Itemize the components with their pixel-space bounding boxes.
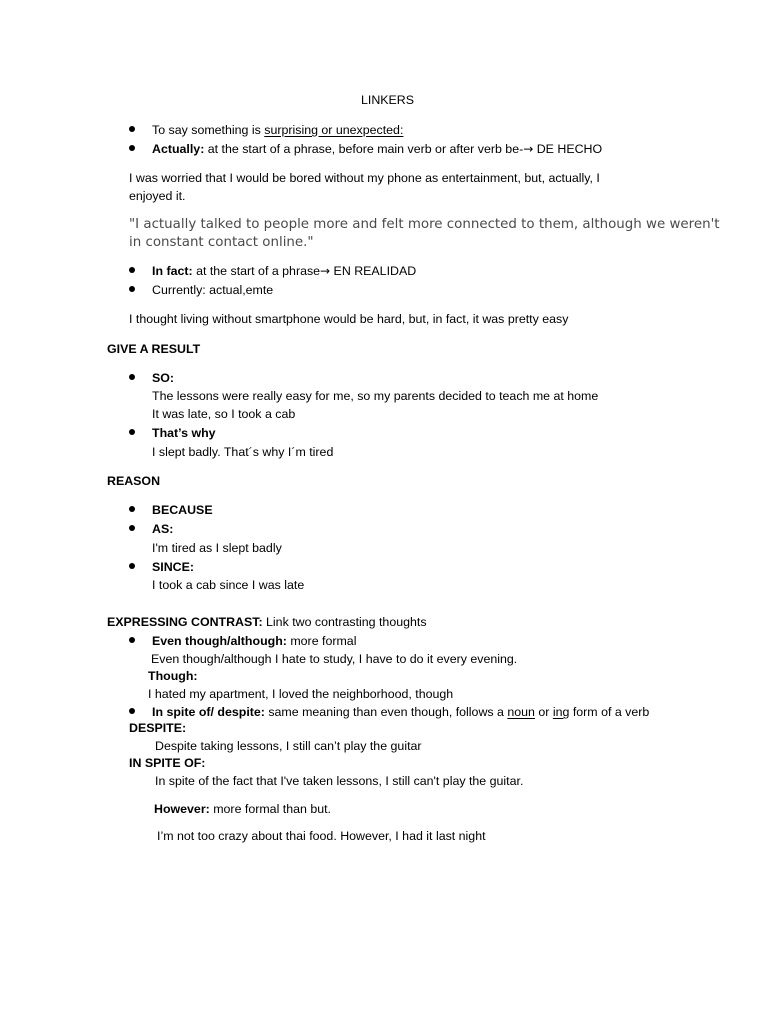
bullet-icon — [129, 374, 135, 380]
example-sentence: It was late, so I took a cab — [152, 407, 296, 421]
term-description: same meaning than even though, follows a — [264, 705, 508, 719]
bullet-icon — [129, 708, 135, 714]
example-sentence: I slept badly. That´s why I´m tired — [152, 445, 334, 459]
term-since: SINCE: — [152, 560, 194, 574]
bullet-icon — [129, 286, 135, 292]
term-in-fact: In fact: — [152, 264, 193, 278]
section-heading-reason: REASON — [107, 474, 161, 488]
example-sentence: The lessons were really easy for me, so my parents decided to teach me at home — [152, 389, 599, 403]
example-sentence: I took a cab since I was late — [152, 578, 305, 592]
list-item-text: To say something is — [152, 123, 265, 137]
section-heading-contrast — [107, 613, 427, 631]
term-description: form of a verb — [569, 705, 650, 719]
quote-text: in constant contact online." — [129, 235, 314, 250]
list-item-in-spite-of — [152, 703, 649, 721]
example-sentence: In spite of the fact that I've taken lessons, I still can't play the guitar. — [155, 774, 524, 788]
term-description: at the start of a phrase — [192, 264, 321, 278]
example-sentence: I hated my apartment, I loved the neighborhood, though — [148, 687, 454, 701]
term-though: Though: — [148, 669, 198, 683]
bullet-icon — [129, 429, 135, 435]
term-despite: DESPITE: — [129, 721, 187, 735]
list-item-surprising — [152, 121, 403, 139]
term-in-spite-of-upper: IN SPITE OF: — [129, 756, 206, 770]
example-sentence: I was worried that I would be bored without my phone as entertainment, but, actually, I — [129, 171, 600, 185]
term-so: SO: — [152, 371, 175, 385]
term-even-though: Even though/although: — [152, 634, 287, 648]
arrow-right-icon: → — [320, 264, 331, 278]
term-description: at the start of a phrase, before main verb or after verb be- — [204, 142, 524, 156]
bullet-icon — [129, 126, 135, 132]
translation: DE HECHO — [533, 142, 603, 156]
section-heading-result: GIVE A RESULT — [107, 342, 201, 356]
bullet-icon — [129, 267, 135, 273]
list-item-currently: Currently: actual,emte — [152, 283, 274, 297]
connector-text: or — [534, 705, 553, 719]
example-sentence: I thought living without smartphone would be hard, but, in fact, it was pretty easy — [129, 312, 569, 326]
list-item-actually — [152, 140, 602, 158]
heading-label: EXPRESSING CONTRAST: — [107, 615, 263, 629]
bullet-icon — [129, 506, 135, 512]
heading-description: Link two contrasting thoughts — [262, 615, 427, 629]
term-description: more formal — [286, 634, 357, 648]
list-item-in-fact — [152, 262, 416, 280]
example-sentence: enjoyed it. — [129, 189, 186, 203]
translation: EN REALIDAD — [330, 264, 417, 278]
term-however: However: — [154, 802, 210, 816]
term-because: BECAUSE — [152, 503, 213, 517]
underlined-text: noun — [507, 705, 535, 719]
underlined-text: ing — [552, 705, 570, 719]
underlined-text: surprising or unexpected: — [264, 123, 404, 137]
bullet-icon — [129, 563, 135, 569]
quote-text: "I actually talked to people more and felt more connected to them, although we weren't — [129, 217, 720, 232]
example-sentence: I’m not too crazy about thai food. However, I had it last night — [157, 829, 486, 843]
arrow-right-icon: → — [523, 142, 534, 156]
term-actually: Actually: — [152, 142, 205, 156]
page-title: LINKERS — [361, 93, 415, 107]
term-however-line — [154, 800, 331, 818]
list-item-even-though — [152, 632, 356, 650]
term-description: more formal than but. — [209, 802, 331, 816]
term-as: AS: — [152, 522, 174, 536]
example-sentence: I'm tired as I slept badly — [152, 541, 282, 555]
bullet-icon — [129, 525, 135, 531]
bullet-icon — [129, 145, 135, 151]
example-sentence: Despite taking lessons, I still can’t play the guitar — [155, 739, 422, 753]
term-thats-why: That’s why — [152, 426, 216, 440]
term-in-spite-of: In spite of/ despite: — [152, 705, 265, 719]
bullet-icon — [129, 637, 135, 643]
example-sentence: Even though/although I hate to study, I have to do it every evening. — [151, 652, 518, 666]
